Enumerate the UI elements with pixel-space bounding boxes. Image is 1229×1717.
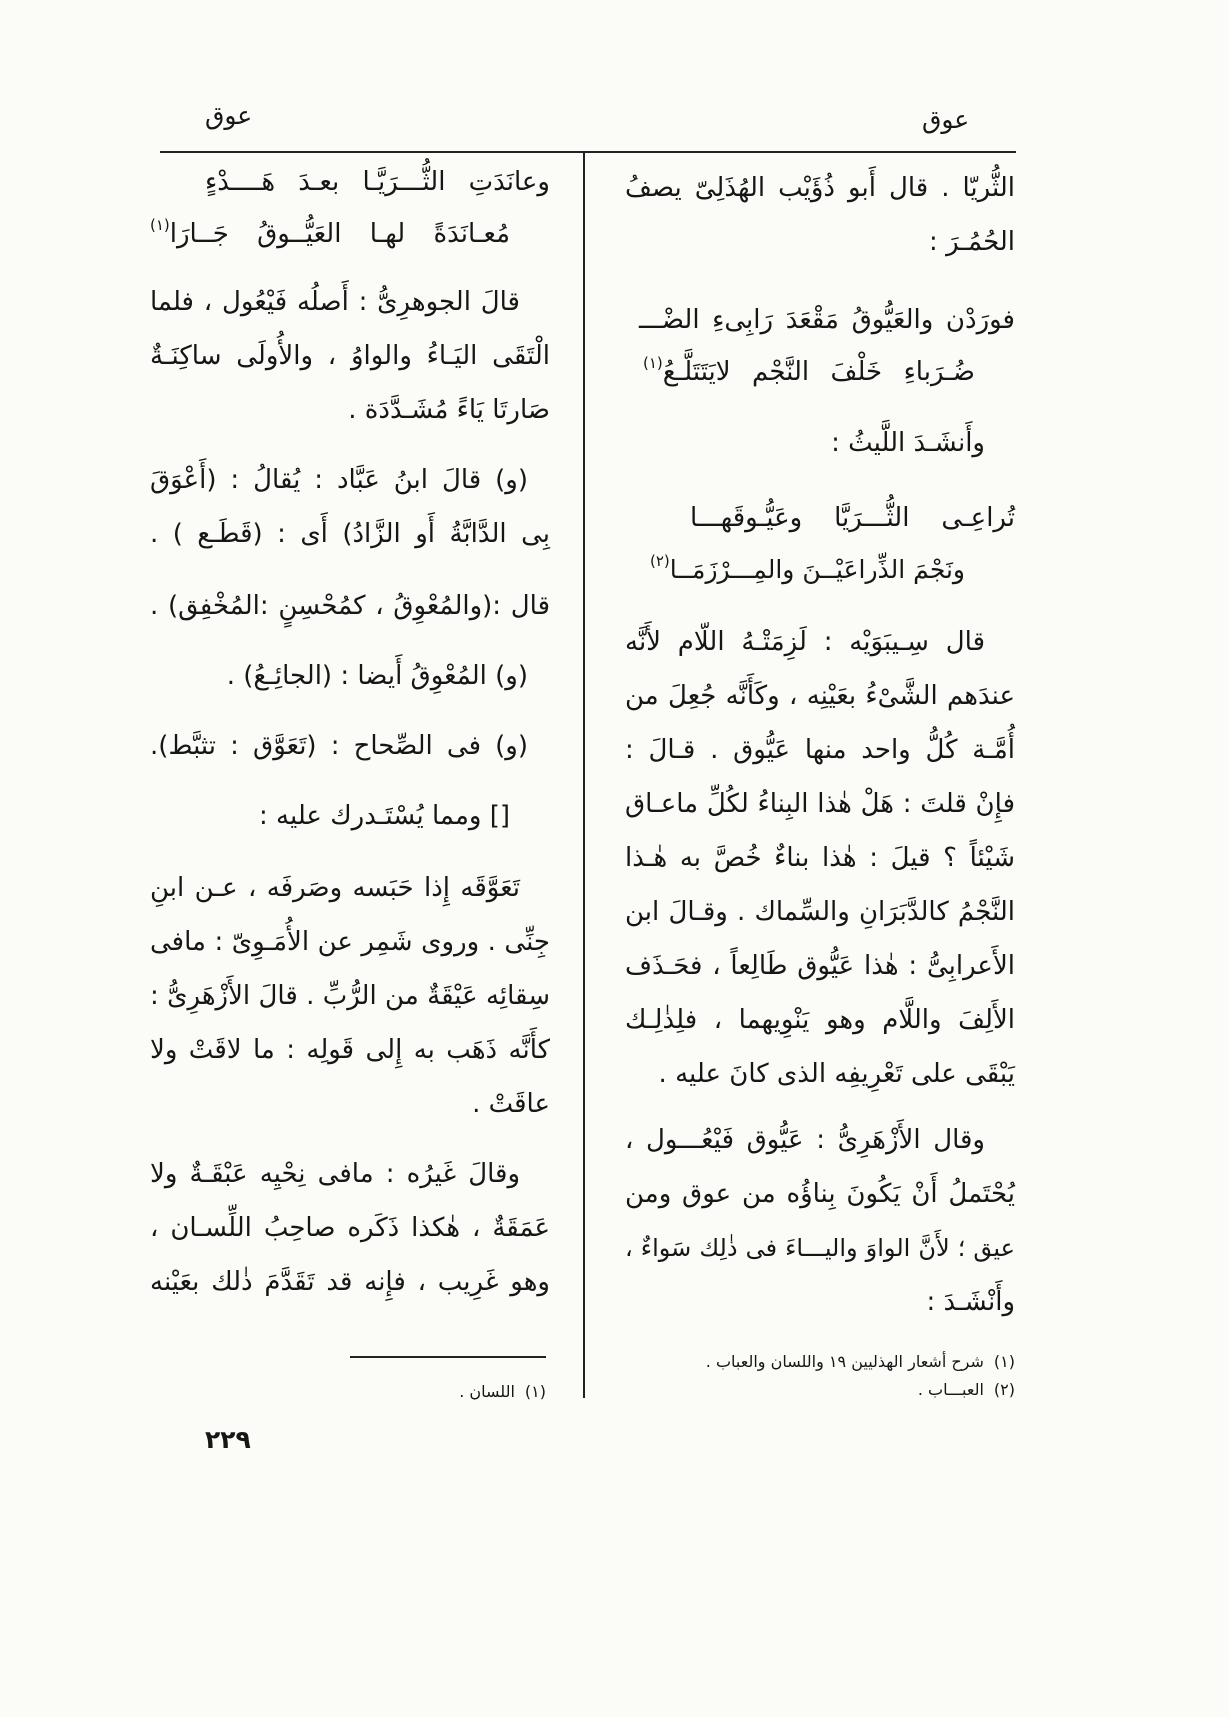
text-line: صَارتَا يَاءً مُشَـدَّدَة . — [348, 395, 550, 425]
text-line: يَبْقَى على تَعْرِيفِه الذى كانَ عليه . — [658, 1059, 1015, 1089]
footnote-text: اللسان . — [459, 1382, 515, 1401]
footnote — [625, 1377, 1015, 1403]
text-line: (و) فى الصِّحاح : (تَعَوَّق : تثبَّط). — [150, 731, 528, 761]
text-line: وقالَ غَيرُه : مافى نِحْيِه عَبْقَـةٌ ولا — [150, 1159, 520, 1189]
page-header-right: عوق — [922, 105, 970, 134]
verse-line — [150, 209, 550, 259]
text-line: (و) قالَ ابنُ عَبَّاد : يُقالُ : (أَعْوَقَ — [150, 465, 528, 495]
text-line: عَمَقَةٌ ، هٰكذا ذَكَره صاحِبُ اللِّسـان ، — [150, 1213, 550, 1243]
footnote-ref: (١) — [643, 354, 663, 372]
text-line: بِى الدَّابَّةُ أَو الزَّادُ) أَى : (قَطَـع ) . — [150, 519, 550, 549]
footnote-text: العبـــاب . — [917, 1380, 984, 1399]
text-line: (و) المُعْوِقُ أَيضا : (الجائِـعُ) . — [226, 661, 528, 691]
footnote — [150, 1379, 550, 1405]
text-line: النَّجْمُ كالدَّبَرَانِ والسِّماك . وقـالَ ابن — [625, 897, 1015, 927]
text-line: فإِنْ قلتَ : هَلْ هٰذا البِناءُ لكُلِّ ماعـاق — [625, 789, 1015, 819]
text-line: كأَنَّه ذَهَب به إِلى قَولِه : ما لاقَتْ ولا — [150, 1035, 550, 1065]
text-line: تَعَوَّقَه إِذا حَبَسه وصَرفَه ، عـن ابنِ — [150, 873, 520, 903]
verse-line — [625, 545, 1015, 595]
text-line: وأَنْشَـدَ : — [926, 1287, 1015, 1317]
text-line: قالَ الجوهرِىُّ : أَصلُه فَيْعُول ، فلما — [150, 287, 520, 317]
text-line: عيق ؛ لأَنَّ الواوَ واليـــاءَ فى ذٰلِك سَواءٌ ، — [625, 1234, 1015, 1262]
page-number: ٢٢٩ — [205, 1425, 251, 1454]
footnote-text: شرح أشعار الهذليين ١٩ واللسان والعباب . — [705, 1352, 984, 1371]
left-column — [150, 0, 550, 1420]
verse-line: وعانَدَتِ الثُّـــرَيَّـا بعـدَ هَــــدْءٍ — [205, 167, 550, 197]
footnote-ref: (١) — [150, 216, 170, 234]
text-line: شَيْئاً ؟ قيلَ : هٰذا بناءٌ خُصَّ به هٰـذا — [625, 843, 1015, 873]
text-line: [] ومما يُسْتَـدرك عليه : — [259, 801, 510, 831]
text-line: أُمَّـة كُلُّ واحد منها عَيُّوق . قـالَ : — [625, 735, 1015, 765]
text-line: وهو غَرِيب ، فإِنه قد تَقَدَّمَ ذٰلك بعَيْنه — [150, 1267, 550, 1297]
text-line: الأَعرابِىُّ : هٰذا عَيُّوق طَالِعاً ، فحَـذَف — [625, 951, 1015, 981]
footnote-marker: (٢) — [993, 1380, 1015, 1399]
verse-line — [625, 347, 1015, 397]
text-line: الثُّريّا . قال أَبو ذُؤَيْب الهُذَلِىّ يصفُ — [625, 173, 1015, 203]
text-line: الحُمُـرَ : — [929, 227, 1015, 257]
right-column — [625, 0, 1015, 1420]
text-line: سِقائِه عَيْقَةٌ من الرُّبِّ . قالَ الأَزْهَرِىُّ : — [150, 981, 550, 1011]
line-text: مُعـانَدَةً لهـا العَيُّــوقُ جَــارَا — [169, 219, 510, 249]
footnote-ref: (٢) — [650, 552, 670, 570]
text-line: يُحْتَملُ أَنْ يَكُونَ بِناؤُه من عوق ومن — [625, 1179, 1015, 1209]
text-line: الأَلِفَ واللَّام وهو يَنْوِيهما ، فلِذٰلِـك — [625, 1005, 1015, 1035]
text-line: قال سِـيبَوَيْه : لَزِمَتْـهُ اللّام لأَنَّه — [625, 627, 985, 657]
text-line: الْتَقَى اليَـاءُ والواوُ ، والأُولَى ساكِنَـةٌ — [150, 341, 550, 371]
column-divider — [583, 152, 585, 1398]
text-line: وأَنشَـدَ اللَّيثُ : — [831, 428, 985, 458]
footnote — [625, 1349, 1015, 1375]
text-line: وقال الأَزْهَرِىُّ : عَيُّوق فَيْعُـــول ، — [625, 1125, 985, 1155]
footnote-marker: (١) — [993, 1352, 1015, 1371]
footnote-rule — [350, 1356, 546, 1358]
line-text: ضُـرَباءِ خَلْفَ النَّجْم لايَتَتَلَّـعُ — [662, 357, 975, 387]
footnote-marker: (١) — [524, 1382, 546, 1401]
line-text: ونَجْمَ الذِّراعَيْــنَ والمِـــرْزَمَــا — [669, 555, 965, 584]
text-line: جِنِّى . وروى شَمِر عن الأُمَـوِىّ : مافى — [150, 927, 550, 957]
text-line: عاقَتْ . — [472, 1089, 550, 1119]
verse-line: فورَدْن والعَيُّوقُ مَقْعَدَ رَابِىءِ الضْـــ — [639, 305, 1015, 335]
verse-line: تُراعِـى الثُّـــرَيَّا وعَيُّـوقَهـــا — [690, 503, 1015, 533]
page-header-left: عوق — [205, 101, 253, 130]
text-line: عندَهم الشَّىْءُ بعَيْنِه ، وكَأَنَّه جُعِلَ من — [625, 681, 1015, 711]
text-line: قال :(والمُعْوِقُ ، كمُحْسِنٍ :المُخْفِق) . — [150, 591, 550, 621]
